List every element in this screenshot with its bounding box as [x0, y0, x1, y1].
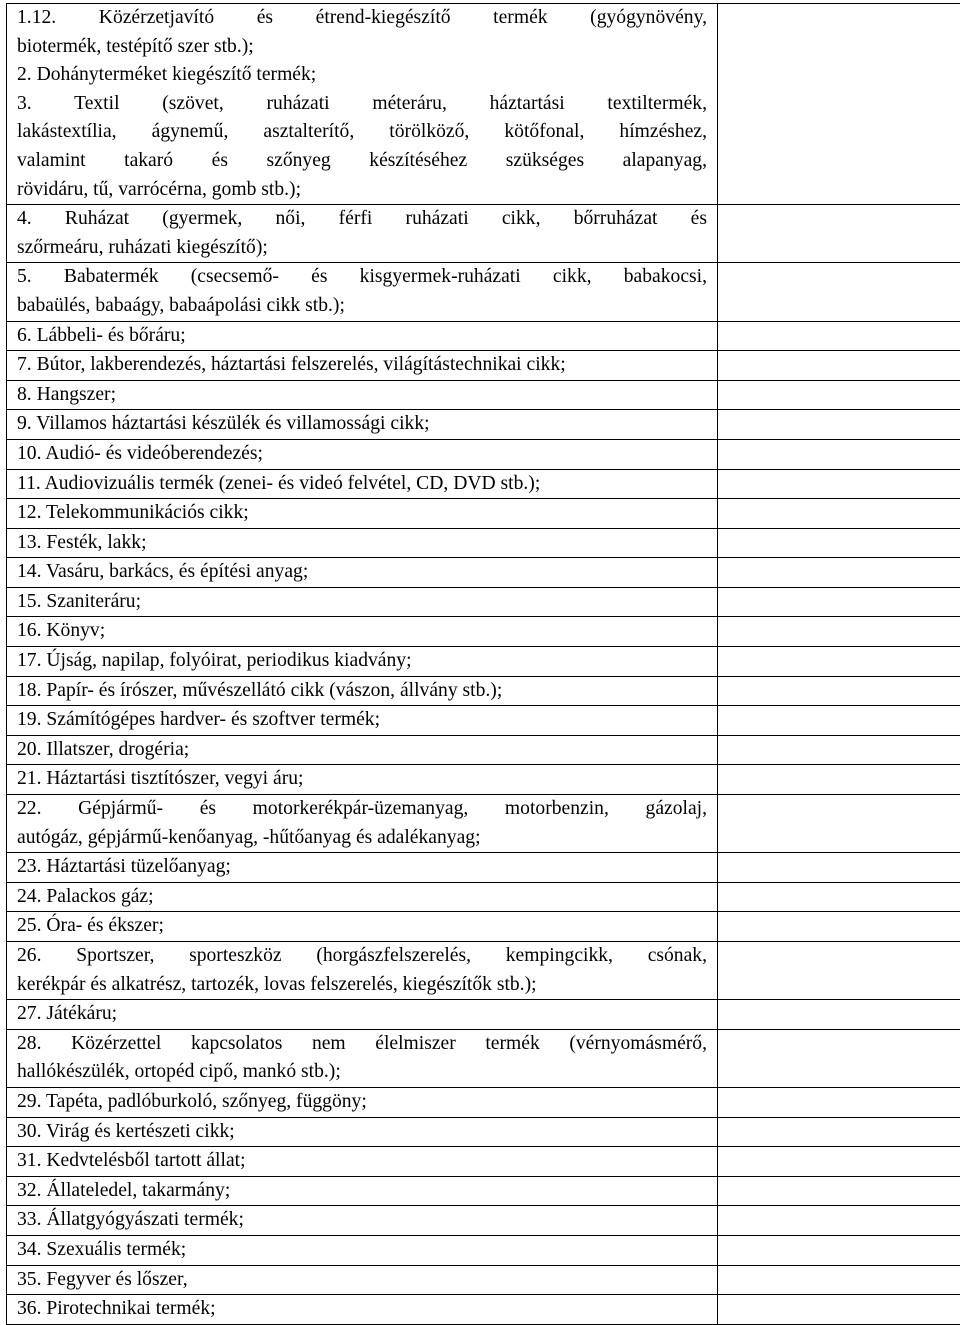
empty-answer-cell [718, 528, 960, 558]
empty-answer-cell [718, 617, 960, 647]
category-cell [7, 795, 718, 853]
category-text-line: 18. Papír- és írószer, művészellátó cikk (vászon, állvány stb.); [17, 677, 707, 706]
empty-answer-cell [718, 1265, 960, 1295]
table-row [7, 1000, 960, 1030]
empty-answer-cell [718, 4, 960, 205]
category-text-line: 36. Pirotechnikai termék; [17, 1295, 707, 1324]
empty-answer-cell [718, 1176, 960, 1206]
category-text-line: lakástextília, ágynemű, asztalterítő, törölköző, kötőfonal, hímzéshez, [17, 118, 707, 147]
category-text-line: szőrmeáru, ruházati kiegészítő); [17, 234, 707, 263]
category-text-line: 24. Palackos gáz; [17, 883, 707, 912]
table-row [7, 439, 960, 469]
category-cell [7, 4, 718, 205]
table-row [7, 853, 960, 883]
category-text-line: 15. Szaniteráru; [17, 588, 707, 617]
category-text-line: 32. Állateledel, takarmány; [17, 1177, 707, 1206]
table-row [7, 1147, 960, 1177]
table-row [7, 795, 960, 853]
category-text-line: 27. Játékáru; [17, 1000, 707, 1029]
empty-answer-cell [718, 1029, 960, 1087]
table-row [7, 528, 960, 558]
category-text-line: 1.12. Közérzetjavító és étrend-kiegészítő termék (gyógynövény, [17, 4, 707, 33]
category-text-line: 31. Kedvtelésből tartott állat; [17, 1147, 707, 1176]
table-row [7, 587, 960, 617]
table-row [7, 1087, 960, 1117]
table-row [7, 765, 960, 795]
empty-answer-cell [718, 351, 960, 381]
table-row [7, 4, 960, 205]
category-cell [7, 1087, 718, 1117]
category-cell [7, 617, 718, 647]
category-text-line: 33. Állatgyógyászati termék; [17, 1206, 707, 1235]
table-row [7, 351, 960, 381]
empty-answer-cell [718, 469, 960, 499]
category-text-line: 4. Ruházat (gyermek, női, férfi ruházati cikk, bőrruházat és [17, 205, 707, 234]
empty-answer-cell [718, 410, 960, 440]
category-text-line: 29. Tapéta, padlóburkoló, szőnyeg, függöny; [17, 1088, 707, 1117]
table-row [7, 617, 960, 647]
category-cell [7, 439, 718, 469]
category-cell [7, 499, 718, 529]
category-cell [7, 380, 718, 410]
category-text-line: 12. Telekommunikációs cikk; [17, 499, 707, 528]
empty-answer-cell [718, 499, 960, 529]
category-text-line: 10. Audió- és videóberendezés; [17, 440, 707, 469]
category-cell [7, 321, 718, 351]
table-row [7, 205, 960, 263]
category-text-line: 30. Virág és kertészeti cikk; [17, 1118, 707, 1147]
category-text-line: biotermék, testépítő szer stb.); [17, 33, 707, 62]
category-text-line: 5. Babatermék (csecsemő- és kisgyermek-ruházati cikk, babakocsi, [17, 263, 707, 292]
category-cell [7, 1235, 718, 1265]
category-text-line: 2. Dohányterméket kiegészítő termék; [17, 61, 707, 90]
category-text-line: 14. Vasáru, barkács, és építési anyag; [17, 558, 707, 587]
table-row [7, 1265, 960, 1295]
category-cell [7, 469, 718, 499]
category-text-line: hallókészülék, ortopéd cipő, mankó stb.); [17, 1058, 707, 1087]
empty-answer-cell [718, 853, 960, 883]
category-cell [7, 1000, 718, 1030]
category-cell [7, 205, 718, 263]
category-cell [7, 1176, 718, 1206]
empty-answer-cell [718, 735, 960, 765]
table-row [7, 735, 960, 765]
category-text-line: 28. Közérzettel kapcsolatos nem élelmiszer termék (vérnyomásmérő, [17, 1030, 707, 1059]
table-body [7, 4, 960, 1325]
category-cell [7, 351, 718, 381]
table-row [7, 882, 960, 912]
table-row [7, 263, 960, 321]
empty-answer-cell [718, 1235, 960, 1265]
category-cell [7, 1117, 718, 1147]
table-row [7, 1029, 960, 1087]
table-row [7, 647, 960, 677]
table-row [7, 410, 960, 440]
empty-answer-cell [718, 795, 960, 853]
empty-answer-cell [718, 1117, 960, 1147]
category-text-line: babaülés, babaágy, babaápolási cikk stb.); [17, 292, 707, 321]
table-row [7, 1295, 960, 1325]
table-row [7, 558, 960, 588]
category-cell [7, 706, 718, 736]
empty-answer-cell [718, 380, 960, 410]
category-cell [7, 263, 718, 321]
empty-answer-cell [718, 439, 960, 469]
table-row [7, 1117, 960, 1147]
empty-answer-cell [718, 558, 960, 588]
category-cell [7, 765, 718, 795]
category-cell [7, 676, 718, 706]
table-row [7, 321, 960, 351]
category-text-line: 34. Szexuális termék; [17, 1236, 707, 1265]
table-row [7, 1235, 960, 1265]
empty-answer-cell [718, 321, 960, 351]
category-cell [7, 558, 718, 588]
empty-answer-cell [718, 647, 960, 677]
category-cell [7, 1265, 718, 1295]
category-text-line: 6. Lábbeli- és bőráru; [17, 322, 707, 351]
table-row [7, 380, 960, 410]
category-text-line: 21. Háztartási tisztítószer, vegyi áru; [17, 765, 707, 794]
table-row [7, 1206, 960, 1236]
category-text-line: 25. Óra- és ékszer; [17, 912, 707, 941]
table-row [7, 1176, 960, 1206]
category-cell [7, 587, 718, 617]
category-text-line: kerékpár és alkatrész, tartozék, lovas felszerelés, kiegészítők stb.); [17, 971, 707, 1000]
category-text-line: 23. Háztartási tüzelőanyag; [17, 853, 707, 882]
table-row [7, 706, 960, 736]
table-row [7, 676, 960, 706]
empty-answer-cell [718, 205, 960, 263]
category-cell [7, 735, 718, 765]
category-text-line: 13. Festék, lakk; [17, 529, 707, 558]
empty-answer-cell [718, 263, 960, 321]
category-cell [7, 942, 718, 1000]
table-row [7, 942, 960, 1000]
category-text-line: autógáz, gépjármű-kenőanyag, -hűtőanyag és adalékanyag; [17, 824, 707, 853]
empty-answer-cell [718, 1087, 960, 1117]
category-cell [7, 1029, 718, 1087]
category-cell [7, 528, 718, 558]
category-cell [7, 1147, 718, 1177]
empty-answer-cell [718, 1147, 960, 1177]
category-cell [7, 853, 718, 883]
category-text-line: 35. Fegyver és lőszer, [17, 1266, 707, 1295]
category-cell [7, 1206, 718, 1236]
empty-answer-cell [718, 706, 960, 736]
category-cell [7, 410, 718, 440]
empty-answer-cell [718, 882, 960, 912]
category-cell [7, 912, 718, 942]
table-row [7, 912, 960, 942]
table-row [7, 499, 960, 529]
category-text-line: 16. Könyv; [17, 617, 707, 646]
category-text-line: 20. Illatszer, drogéria; [17, 736, 707, 765]
empty-answer-cell [718, 1295, 960, 1325]
category-text-line: 8. Hangszer; [17, 381, 707, 410]
category-cell [7, 1295, 718, 1325]
category-text-line: valamint takaró és szőnyeg készítéséhez szükséges alapanyag, [17, 147, 707, 176]
category-text-line: 26. Sportszer, sporteszköz (horgászfelszerelés, kempingcikk, csónak, [17, 942, 707, 971]
category-text-line: rövidáru, tű, varrócérna, gomb stb.); [17, 176, 707, 205]
category-text-line: 17. Újság, napilap, folyóirat, periodikus kiadvány; [17, 647, 707, 676]
category-text-line: 9. Villamos háztartási készülék és villamossági cikk; [17, 410, 707, 439]
category-text-line: 7. Bútor, lakberendezés, háztartási felszerelés, világítástechnikai cikk; [17, 351, 707, 380]
category-cell [7, 882, 718, 912]
category-text-line: 11. Audiovizuális termék (zenei- és videó felvétel, CD, DVD stb.); [17, 470, 707, 499]
category-cell [7, 647, 718, 677]
product-category-table [6, 3, 960, 1325]
empty-answer-cell [718, 765, 960, 795]
table-row [7, 469, 960, 499]
category-text-line: 3. Textil (szövet, ruházati méteráru, háztartási textiltermék, [17, 90, 707, 119]
empty-answer-cell [718, 676, 960, 706]
empty-answer-cell [718, 942, 960, 1000]
empty-answer-cell [718, 1000, 960, 1030]
empty-answer-cell [718, 587, 960, 617]
category-text-line: 19. Számítógépes hardver- és szoftver termék; [17, 706, 707, 735]
category-text-line: 22. Gépjármű- és motorkerékpár-üzemanyag, motorbenzin, gázolaj, [17, 795, 707, 824]
empty-answer-cell [718, 1206, 960, 1236]
empty-answer-cell [718, 912, 960, 942]
